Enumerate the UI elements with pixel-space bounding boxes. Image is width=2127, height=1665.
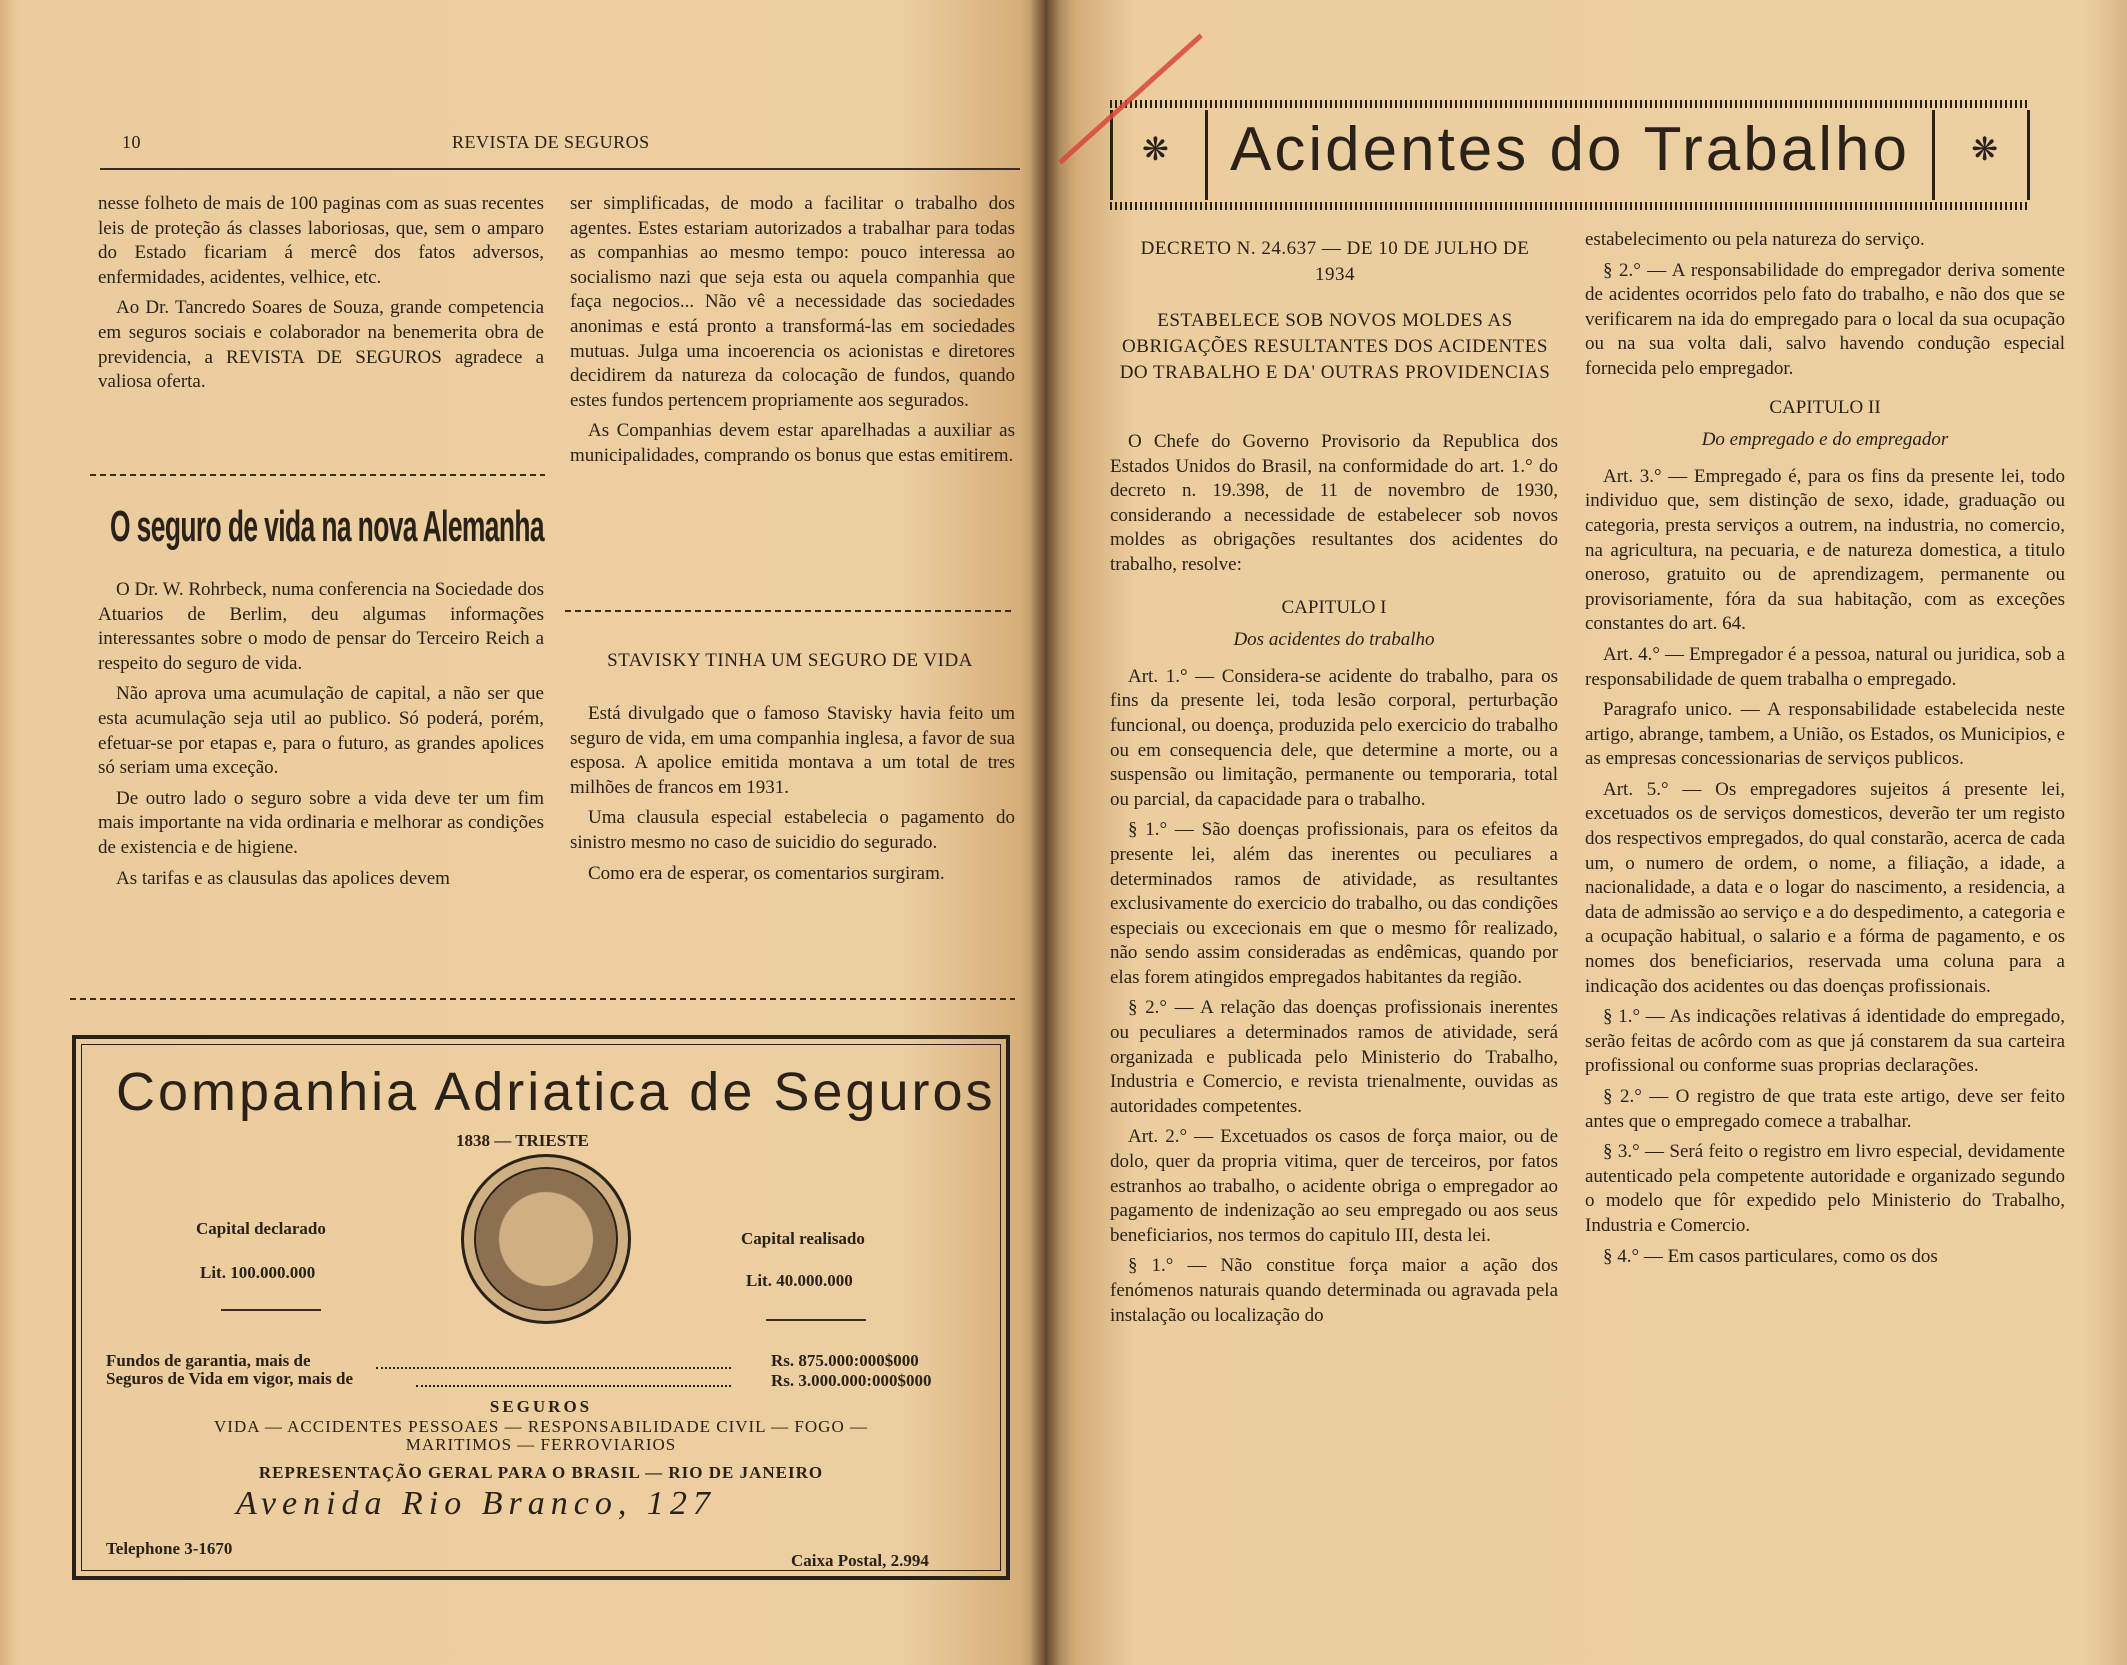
paragraph: Art. 3.° — Empregado é, para os fins da presente lei, todo individuo que, sem distinção de sexo, idade, graduação ou categoria, presta serviços a outrem, na industria, no comercio, na agricultura, na pecuaria, e de natureza domestica, a titulo oneroso, gratuito ou de aprendizagem, permanente ou provisoriamente, fóra da sua habitação, com as exceções constantes do art. 64. — [1585, 465, 2065, 635]
left-column-2-article — [570, 702, 1015, 892]
paragraph: O Chefe do Governo Provisorio da Republica dos Estados Unidos do Brasil, na conformidade do art. 1.° do decreto n. 19.398, de 11 de novembro de 1930, considerando a necessidade de estabelecer sob novos moldes as obrigações resultantes dos acidentes do trabalho, resolve: — [1110, 431, 1558, 575]
rosette-icon: ❋ — [1142, 131, 1169, 167]
paragraph: O Dr. W. Rohrbeck, numa conferencia na Sociedade dos Atuarios de Berlim, deu algumas informações interessantes sobre o modo de pensar do Terceiro Reich a respeito do seguro de vida. — [98, 579, 544, 674]
paragraph: § 4.° — Em casos particulares, como os dos — [1603, 1245, 1938, 1267]
book-gutter — [1030, 0, 1060, 1665]
right-column-1 — [1110, 430, 1558, 1334]
banner-band-bottom — [1110, 202, 2030, 210]
paragraph: § 1.° — Não constitue força maior a ação dos fenómenos naturais quando determinada ou agravada pela instalação ou localização do — [1110, 1255, 1558, 1326]
paragraph: As Companhias devem estar aparelhadas a auxiliar as municipalidades, comprando os bonus que estas emitirem. — [570, 420, 1015, 466]
banner-bar — [1205, 110, 1208, 200]
ad-leader-dots — [416, 1369, 731, 1387]
paragraph: Art. 5.° — Os empregadores sujeitos á presente lei, excetuados os de serviços domesticos, deverão ter um registo dos respectivos empregados, do qual constarão, acerca de cada um, o numero de ordem, o nome, a filiação, a idade, a nacionalidade, a data e o logar do nascimento, a residencia, a data de admissão ao serviço e a do despedimento, a categoria e a ocupação habitual, o salario e a fórma de pagamento, e os nomes dos beneficiarios, reservada uma coluna para a indicação dos acidentes ou das doenças profissionais. — [1585, 778, 2065, 997]
ad-section-label: SEGUROS — [489, 1397, 593, 1416]
left-column-1-article — [98, 578, 544, 897]
ad-capital-declared-value: Lit. 100.000.000 — [200, 1263, 316, 1282]
ad-capital-paid-value: Lit. 40.000.000 — [746, 1271, 853, 1290]
ad-funds-label: Fundos de garantia, mais de — [106, 1351, 311, 1370]
rosette-icon: ❋ — [1971, 131, 1998, 167]
paragraph: Como era de esperar, os comentarios surgiram. — [588, 862, 945, 884]
section-divider — [90, 472, 545, 478]
ad-life-value: Rs. 3.000.000:000$000 — [771, 1371, 932, 1390]
left-page — [0, 0, 1045, 1665]
section-divider — [565, 608, 1015, 614]
header-rule — [100, 168, 1020, 170]
page-number: 10 — [122, 132, 141, 152]
paragraph: Ao Dr. Tancredo Soares de Souza, grande competencia em seguros sociais e colaborador na benemerita obra de previdencia, a REVISTA DE SEGUROS agradece a valiosa oferta. — [98, 297, 544, 393]
ad-funds-value: Rs. 875.000:000$000 — [771, 1351, 919, 1370]
section-banner — [1110, 100, 2030, 210]
decree-summary: ESTABELECE SOB NOVOS MOLDES AS OBRIGAÇÕES RESULTANTES DOS ACIDENTES DO TRABALHO E DA' OUTRAS PROVIDENCIAS — [1119, 310, 1551, 383]
paragraph: ser simplificadas, de modo a facilitar o trabalho dos agentes. Estes estariam autorizados a trabalhar para todas as companhias ao mesmo tempo: pouco interessa ao socialismo nazi que seja esta ou aquela companhia que faça negocios... Não vê a necessidade das sociedades anonimas e está pronto a transformá-las em sociedades mutuas. Julga uma incoerencia os acionistas e diretores decidirem da natureza da colocação de fundos, quando estes fundos pertencem propriamente aos segurados. — [570, 193, 1015, 411]
paragraph: § 2.° — O registro de que trata este artigo, deve ser feito antes que o empregado comece a trabalhar. — [1585, 1086, 2065, 1132]
ad-divider — [70, 996, 1015, 1002]
paragraph: § 2.° — A relação das doenças profissionais inerentes ou peculiares a determinados ramos de atividade, será organizada e publicada pelo Ministerio do Trabalho, Industria e Comercio, e revista trienalmente, ouvidas as autoridades competentes. — [1110, 997, 1558, 1117]
paragraph: Não aprova uma acumulação de capital, a não ser que esta acumulação seja util ao publico. Só poderá, porém, efetuar-se por etapas e, para o futuro, as grandes apolices só seriam uma exceção. — [98, 683, 544, 779]
right-column-2 — [1585, 228, 2065, 1275]
banner-band-top — [1110, 100, 2030, 108]
article-title: O seguro de vida na nova Alemanha — [110, 502, 545, 551]
paragraph: Paragrafo unico. — A responsabilidade estabelecida neste artigo, abrange, tambem, a União, os Estados, os Municipios, e as empresas concessionarias de serviços publicos. — [1585, 699, 2065, 770]
ad-address: Avenida Rio Branco, 127 — [236, 1485, 716, 1522]
chapter-heading: CAPITULO II — [1769, 396, 1881, 418]
paragraph: Art. 1.° — Considera-se acidente do trabalho, para os fins da presente lei, toda lesão corporal, perturbação funcional, ou doença, produzida pelo exercicio do trabalho ou em consequencia dele, que determine a morte, ou a suspensão ou limitação, permanente ou temporaria, total ou parcial, da capacidade para o trabalho. — [1110, 665, 1558, 810]
article-title-stavisky: STAVISKY TINHA UM SEGURO DE VIDA — [607, 650, 973, 671]
ad-telephone: Telephone 3-1670 — [106, 1539, 233, 1558]
running-head: REVISTA DE SEGUROS — [452, 132, 650, 152]
ad-leader-dots — [376, 1351, 731, 1369]
ad-seal-emblem — [461, 1154, 631, 1324]
paragraph: § 2.° — A responsabilidade do empregador deriva somente de acidentes ocorridos pelo fato do trabalho, e não dos que se verificarem na ida do empregado para o local da sua ocupação ou na sua volta dali, salvo havendo condução especial fornecida pelo empregador. — [1585, 259, 2065, 379]
chapter-heading: CAPITULO I — [1281, 596, 1387, 618]
paragraph: § 1.° — As indicações relativas á identidade do empregado, serão feitas de acôrdo com as que já constarem da sua carteira profissional ou conforme suas proprias declarações. — [1585, 1006, 2065, 1077]
section-title: Acidentes do Trabalho — [1230, 115, 1910, 184]
left-column-2 — [570, 192, 1015, 475]
ad-lines-2: MARITIMOS — FERROVIARIOS — [405, 1435, 677, 1454]
ad-capital-declared-label: Capital declarado — [196, 1219, 326, 1238]
advertisement — [72, 1035, 1010, 1580]
chapter-title: Dos acidentes do trabalho — [1233, 629, 1435, 651]
banner-bar — [1110, 110, 1113, 200]
paragraph: Art. 2.° — Excetuados os casos de força maior, ou de dolo, quer da propria vitima, quer de terceiros, por fatos estranhos ao trabalho, o acidente obriga o empregador ao pagamento de indenização ao seu empregado ou aos seus beneficiarios, nos termos do capitulo III, desta lei. — [1110, 1126, 1558, 1246]
paragraph: § 1.° — São doenças profissionais, para os efeitos da presente lei, além das inerentes ou peculiares a determinados ramos de atividade, as resultantes exclusivamente do exercicio do trabalho, ou das condições especiais ou excecionais em que o mesmo fôr realizado, não sendo assim consideradas as endêmicas, quando por elas forem atingidos empregados habitantes da região. — [1110, 819, 1558, 988]
paragraph: § 3.° — Será feito o registro em livro especial, devidamente autenticado pela competente autoridade e organizado segundo o modelo que fôr expedido pelo Ministerio do Trabalho, Industria e Comercio. — [1585, 1141, 2065, 1236]
ad-company-name: Companhia Adriatica de Seguros — [116, 1062, 996, 1122]
left-column-1 — [98, 192, 544, 401]
paragraph: Art. 4.° — Empregador é a pessoa, natural ou juridica, sob a responsabilidade de quem trabalha o empregado. — [1585, 643, 2065, 690]
ad-lines-1: VIDA — ACCIDENTES PESSOAES — RESPONSABILIDADE CIVIL — FOGO — — [214, 1417, 868, 1436]
ad-rule — [221, 1309, 321, 1311]
banner-bar — [2027, 110, 2030, 200]
chapter-title: Do empregado e do empregador — [1701, 429, 1949, 451]
ad-founded: 1838 — TRIESTE — [456, 1131, 589, 1150]
paragraph: nesse folheto de mais de 100 paginas com as suas recentes leis de proteção ás classes laboriosas, que, sem o amparo do Estado ficariam á mercê dos fatos adversos, enfermidades, acidentes, velhice, etc. — [98, 193, 544, 288]
banner-bar — [1932, 110, 1935, 200]
ad-representation: REPRESENTAÇÃO GERAL PARA O BRASIL — RIO DE JANEIRO — [258, 1463, 824, 1482]
ad-rule — [766, 1319, 866, 1321]
ad-po-box: Caixa Postal, 2.994 — [791, 1551, 929, 1570]
paragraph: Está divulgado que o famoso Stavisky havia feito um seguro de vida, em uma companhia inglesa, a favor de sua esposa. A apolice emitida montava a um total de tres milhões de francos em 1931. — [570, 703, 1015, 798]
paragraph: estabelecimento ou pela natureza do serviço. — [1585, 229, 1925, 250]
paragraph: Uma clausula especial estabelecia o pagamento do sinistro mesmo no caso de suicidio do segurado. — [570, 807, 1015, 853]
decree-heading: DECRETO N. 24.637 — DE 10 DE JULHO DE 1934 — [1140, 238, 1530, 285]
ad-life-label: Seguros de Vida em vigor, mais de — [106, 1369, 353, 1388]
ad-capital-paid-label: Capital realisado — [741, 1229, 865, 1248]
paragraph: As tarifas e as clausulas das apolices devem — [116, 867, 450, 889]
paragraph: De outro lado o seguro sobre a vida deve ter um fim mais importante na vida ordinaria e melhorar as condições de existencia e de higiene. — [98, 787, 544, 858]
